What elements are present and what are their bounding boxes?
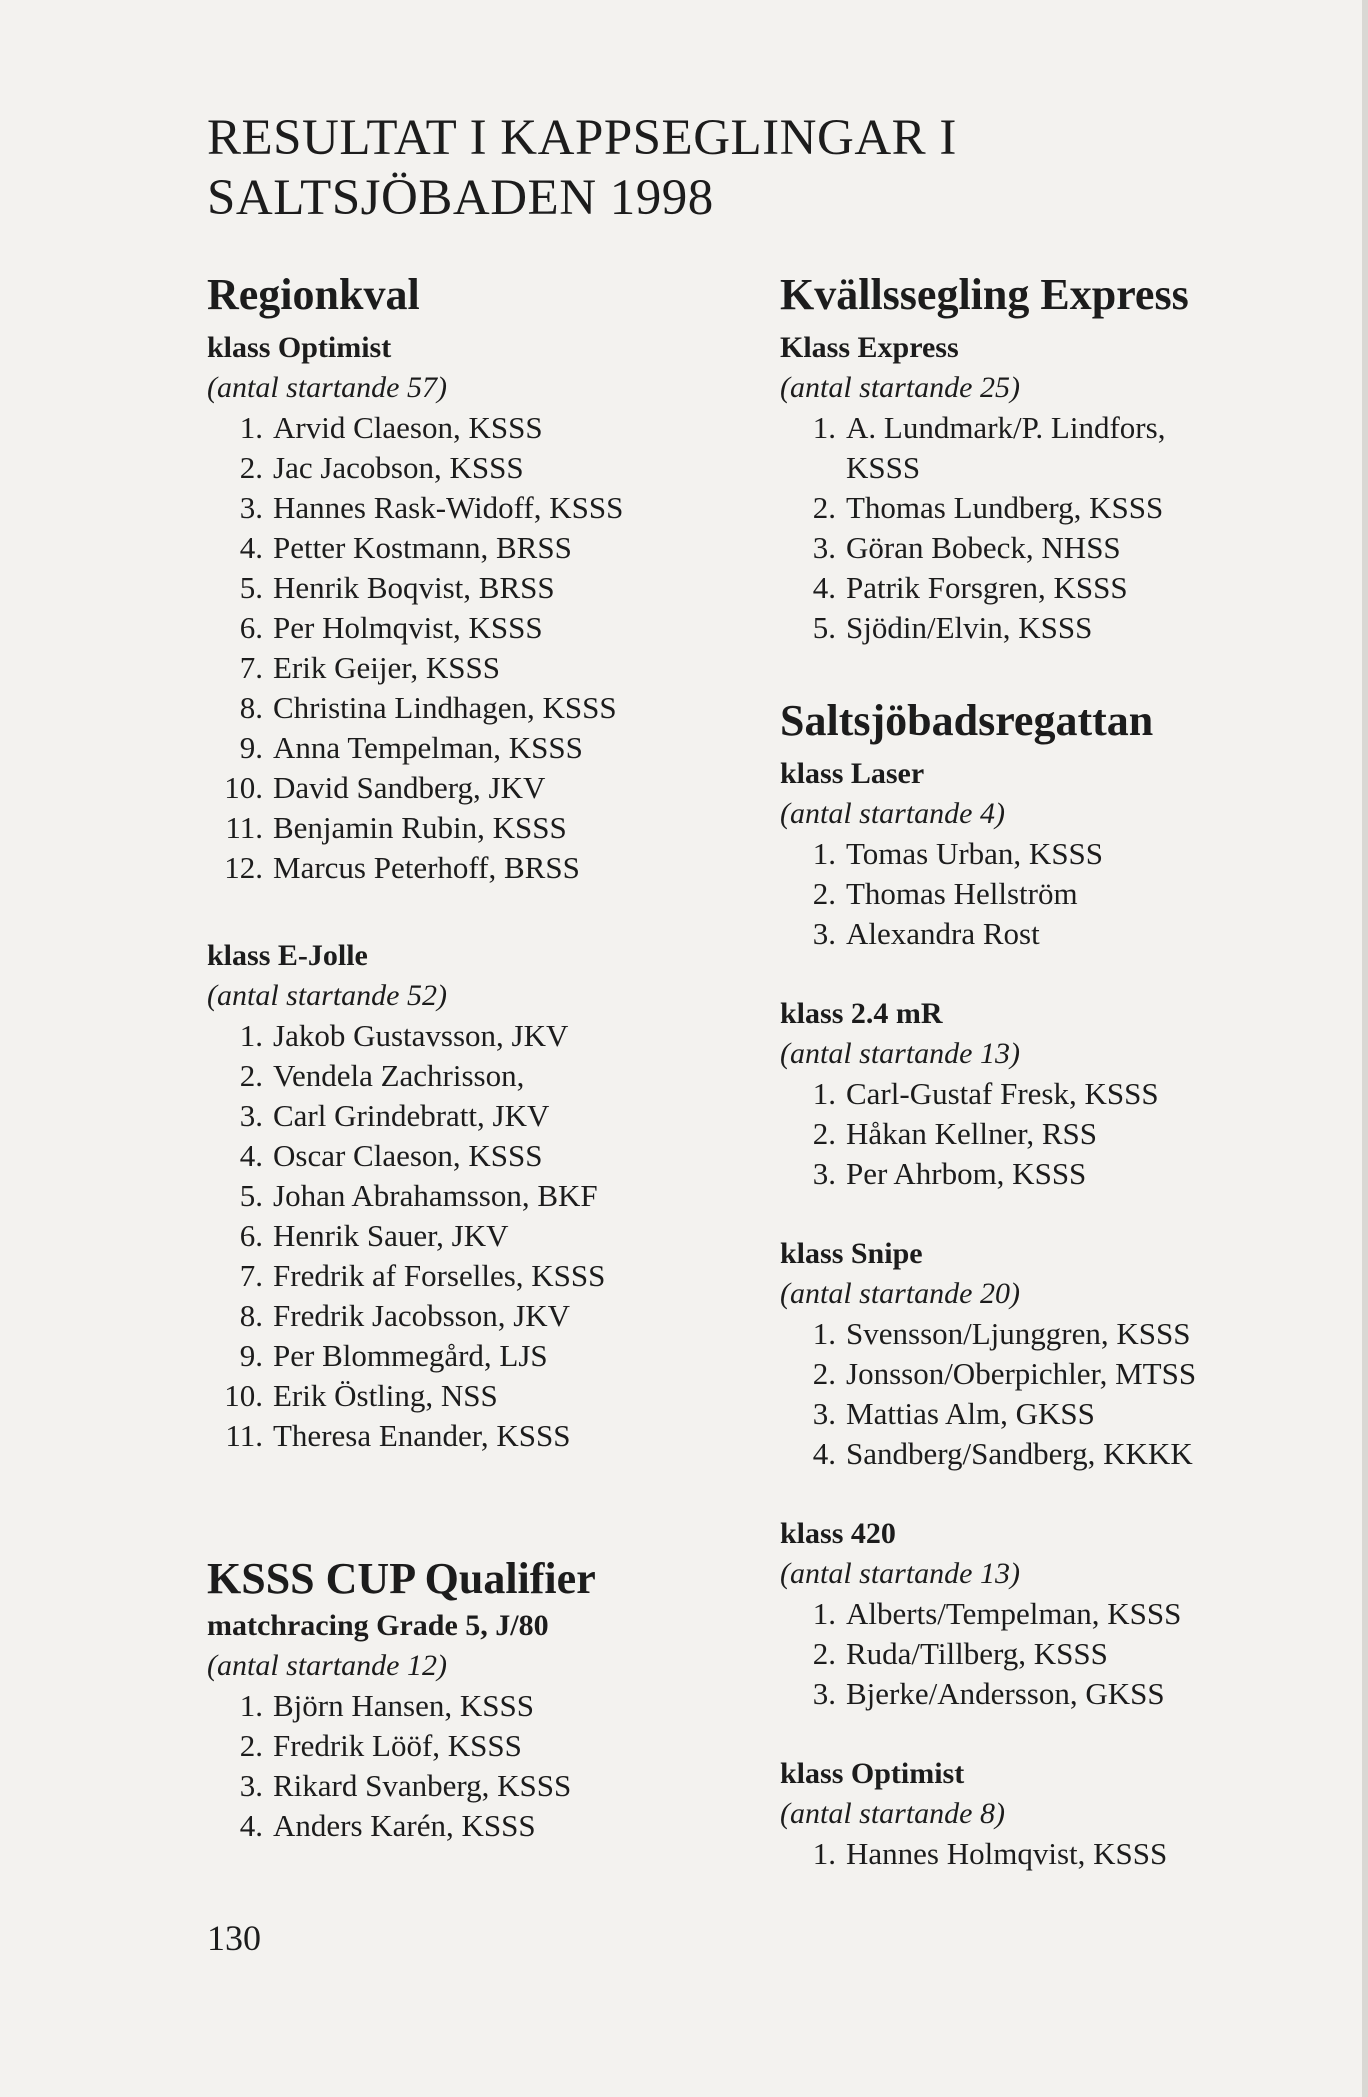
entrant-count: (antal startande 8) — [780, 1797, 1005, 1830]
result-item — [207, 1216, 807, 1256]
result-list — [780, 1834, 1340, 1874]
result-list — [780, 1314, 1340, 1474]
result-entry: Björn Hansen, KSSS — [273, 1688, 534, 1723]
result-item — [207, 808, 807, 848]
result-list — [780, 488, 1340, 648]
class-block-2-4-mr — [780, 994, 1340, 1194]
result-item — [207, 488, 807, 528]
result-rank: 5. — [239, 1178, 263, 1213]
result-entry: Göran Bobeck, NHSS — [846, 530, 1121, 565]
result-item — [207, 1686, 807, 1726]
result-item — [207, 1136, 807, 1176]
result-item — [207, 1056, 807, 1096]
result-entry: Fredrik af Forselles, KSSS — [273, 1258, 606, 1293]
result-entry: Bjerke/Andersson, GKSS — [846, 1676, 1165, 1711]
result-entry: Alexandra Rost — [846, 916, 1040, 951]
result-rank: 3. — [812, 916, 836, 951]
result-entry: Rikard Svanberg, KSSS — [273, 1768, 572, 1803]
result-rank: 1. — [812, 1316, 836, 1351]
result-entry: Mattias Alm, GKSS — [846, 1396, 1095, 1431]
result-rank: 11. — [225, 810, 263, 845]
result-rank: 6. — [239, 1218, 263, 1253]
result-rank: 9. — [239, 1338, 263, 1373]
right-column — [780, 268, 1340, 1874]
result-entry: Marcus Peterhoff, BRSS — [273, 850, 580, 885]
result-entry: Hannes Holmqvist, KSSS — [846, 1836, 1168, 1871]
result-rank: 3. — [812, 530, 836, 565]
result-entry: A. Lundmark/P. Lindfors, — [846, 410, 1166, 445]
result-entry-continuation: KSSS — [846, 450, 921, 485]
result-rank: 2. — [812, 1116, 836, 1151]
result-item — [207, 1016, 807, 1056]
section-saltsjobadsregattan — [780, 694, 1340, 1874]
result-entry: Fredrik Jacobsson, JKV — [273, 1298, 571, 1333]
result-item — [780, 1074, 1340, 1114]
result-entry: David Sandberg, JKV — [273, 770, 546, 805]
result-rank: 3. — [812, 1676, 836, 1711]
result-item — [780, 914, 1340, 954]
left-column — [207, 268, 807, 1846]
result-list — [780, 1594, 1340, 1714]
result-entry: Erik Geijer, KSSS — [273, 650, 500, 685]
result-item — [207, 1726, 807, 1766]
section-kvallssegling — [780, 268, 1340, 648]
result-entry: Vendela Zachrisson, — [273, 1058, 525, 1093]
result-item — [207, 408, 807, 448]
result-rank: 7. — [239, 1258, 263, 1293]
entrant-count: (antal startande 52) — [207, 979, 447, 1012]
result-rank: 1. — [812, 1076, 836, 1111]
result-rank: 1. — [239, 1688, 263, 1723]
result-entry: Per Ahrbom, KSSS — [846, 1156, 1087, 1191]
page-title-line-2: SALTSJÖBADEN 1998 — [207, 170, 714, 226]
result-rank: 5. — [812, 610, 836, 645]
result-item-continuation — [780, 448, 1340, 488]
result-entry: Christina Lindhagen, KSSS — [273, 690, 617, 725]
result-entry: Håkan Kellner, RSS — [846, 1116, 1098, 1151]
result-entry: Tomas Urban, KSSS — [846, 836, 1104, 871]
result-rank: 1. — [812, 1836, 836, 1871]
result-item — [207, 648, 807, 688]
result-rank: 9. — [239, 730, 263, 765]
result-entry: Patrik Forsgren, KSSS — [846, 570, 1128, 605]
result-item — [207, 1256, 807, 1296]
entrant-count: (antal startande 12) — [207, 1649, 447, 1682]
result-list — [207, 408, 807, 888]
result-entry: Theresa Enander, KSSS — [273, 1418, 571, 1453]
result-rank: 1. — [812, 410, 836, 445]
result-item — [780, 1354, 1340, 1394]
result-rank: 4. — [812, 570, 836, 605]
result-item — [207, 608, 807, 648]
page-edge — [1362, 0, 1368, 2097]
class-block-optimist — [207, 328, 807, 888]
class-label: matchracing Grade 5, J/80 — [207, 1609, 549, 1642]
result-rank: 3. — [812, 1156, 836, 1191]
result-item — [780, 1154, 1340, 1194]
result-entry: Ruda/Tillberg, KSSS — [846, 1636, 1108, 1671]
class-block-express — [780, 328, 1340, 648]
result-entry: Jac Jacobson, KSSS — [273, 450, 524, 485]
result-entry: Arvid Claeson, KSSS — [273, 410, 543, 445]
result-entry: Henrik Sauer, JKV — [273, 1218, 509, 1253]
section-heading: Kvällssegling Express — [780, 270, 1189, 319]
result-entry: Benjamin Rubin, KSSS — [273, 810, 567, 845]
result-item — [780, 834, 1340, 874]
result-entry: Jonsson/Oberpichler, MTSS — [846, 1356, 1197, 1391]
result-rank: 8. — [239, 1298, 263, 1333]
page-number: 130 — [207, 1918, 261, 1958]
result-rank: 4. — [812, 1436, 836, 1471]
result-rank: 1. — [239, 410, 263, 445]
entrant-count: (antal startande 13) — [780, 1557, 1020, 1590]
section-heading: Saltsjöbadsregattan — [780, 696, 1154, 745]
result-item — [207, 528, 807, 568]
result-rank: 2. — [812, 876, 836, 911]
class-block-optimist — [780, 1754, 1340, 1874]
result-entry: Svensson/Ljunggren, KSSS — [846, 1316, 1191, 1351]
result-item — [207, 1376, 807, 1416]
result-item — [780, 608, 1340, 648]
result-item — [207, 1766, 807, 1806]
result-item — [780, 408, 1340, 448]
class-label: klass Snipe — [780, 1237, 923, 1270]
result-entry: Erik Östling, NSS — [273, 1378, 498, 1413]
result-rank: 3. — [812, 1396, 836, 1431]
result-rank: 2. — [812, 1636, 836, 1671]
result-entry: Henrik Boqvist, BRSS — [273, 570, 555, 605]
result-entry: Oscar Claeson, KSSS — [273, 1138, 543, 1173]
result-item — [780, 1594, 1340, 1634]
result-rank: 8. — [239, 690, 263, 725]
class-label: klass E-Jolle — [207, 939, 368, 972]
result-item — [207, 728, 807, 768]
result-item — [207, 1096, 807, 1136]
result-item — [780, 568, 1340, 608]
result-item — [207, 1416, 807, 1456]
result-rank: 1. — [812, 1596, 836, 1631]
result-rank: 6. — [239, 610, 263, 645]
entrant-count: (antal startande 20) — [780, 1277, 1020, 1310]
class-block-laser — [780, 754, 1340, 954]
entrant-count: (antal startande 4) — [780, 797, 1005, 830]
class-block-420 — [780, 1514, 1340, 1714]
result-rank: 5. — [239, 570, 263, 605]
result-entry: Carl Grindebratt, JKV — [273, 1098, 550, 1133]
result-item — [780, 1314, 1340, 1354]
entrant-count: (antal startande 13) — [780, 1037, 1020, 1070]
section-heading: Regionkval — [207, 270, 420, 319]
result-entry: Carl-Gustaf Fresk, KSSS — [846, 1076, 1159, 1111]
result-item — [780, 1394, 1340, 1434]
result-item — [207, 568, 807, 608]
result-rank: 2. — [239, 1058, 263, 1093]
result-rank: 11. — [225, 1418, 263, 1453]
entrant-count: (antal startande 57) — [207, 371, 447, 404]
result-rank: 1. — [812, 836, 836, 871]
result-rank: 3. — [239, 1098, 263, 1133]
result-entry: Sandberg/Sandberg, KKKK — [846, 1436, 1193, 1471]
class-block-e-jolle — [207, 936, 807, 1456]
result-entry: Thomas Lundberg, KSSS — [846, 490, 1164, 525]
result-rank: 10. — [224, 770, 263, 805]
result-entry: Fredrik Lööf, KSSS — [273, 1728, 522, 1763]
result-item — [207, 1296, 807, 1336]
result-item — [780, 1834, 1340, 1874]
result-list — [780, 1074, 1340, 1194]
page-title-line-1: RESULTAT I KAPPSEGLINGAR I — [207, 110, 957, 166]
class-label: klass 2.4 mR — [780, 997, 943, 1030]
class-label: klass Laser — [780, 757, 925, 790]
result-rank: 2. — [812, 490, 836, 525]
result-list — [780, 408, 1340, 488]
result-rank: 2. — [239, 450, 263, 485]
result-rank: 4. — [239, 1808, 263, 1843]
result-list — [207, 1016, 807, 1456]
section-ksss-cup — [207, 1552, 807, 1846]
class-label: Klass Express — [780, 331, 959, 364]
result-entry: Anders Karén, KSSS — [273, 1808, 536, 1843]
result-item — [780, 528, 1340, 568]
result-entry: Sjödin/Elvin, KSSS — [846, 610, 1093, 645]
result-item — [207, 1176, 807, 1216]
section-regionkval — [207, 268, 807, 1456]
result-entry: Hannes Rask-Widoff, KSSS — [273, 490, 624, 525]
result-item — [207, 448, 807, 488]
entrant-count: (antal startande 25) — [780, 371, 1020, 404]
result-item — [780, 1634, 1340, 1674]
result-item — [780, 874, 1340, 914]
result-item — [207, 768, 807, 808]
result-rank: 3. — [239, 1768, 263, 1803]
result-item — [207, 1336, 807, 1376]
result-item — [780, 488, 1340, 528]
result-entry: Per Blommegård, LJS — [273, 1338, 548, 1373]
result-entry: Thomas Hellström — [846, 876, 1078, 911]
result-rank: 10. — [224, 1378, 263, 1413]
result-item — [207, 848, 807, 888]
result-rank: 4. — [239, 1138, 263, 1173]
class-label: klass Optimist — [207, 331, 392, 364]
result-item — [207, 1806, 807, 1846]
result-item — [780, 1674, 1340, 1714]
result-item — [207, 688, 807, 728]
result-item — [780, 1434, 1340, 1474]
page-title — [207, 108, 957, 228]
result-entry: Alberts/Tempelman, KSSS — [846, 1596, 1182, 1631]
result-rank: 4. — [239, 530, 263, 565]
section-heading: KSSS CUP Qualifier — [207, 1554, 596, 1603]
result-rank: 2. — [239, 1728, 263, 1763]
result-rank: 2. — [812, 1356, 836, 1391]
result-entry: Johan Abrahamsson, BKF — [273, 1178, 598, 1213]
result-entry: Jakob Gustavsson, JKV — [273, 1018, 569, 1053]
result-rank: 12. — [224, 850, 263, 885]
result-entry: Per Holmqvist, KSSS — [273, 610, 543, 645]
result-entry: Anna Tempelman, KSSS — [273, 730, 583, 765]
class-label: klass 420 — [780, 1517, 896, 1550]
result-item — [780, 1114, 1340, 1154]
result-list — [780, 834, 1340, 954]
class-block-snipe — [780, 1234, 1340, 1474]
result-rank: 7. — [239, 650, 263, 685]
result-rank: 3. — [239, 490, 263, 525]
result-entry: Petter Kostmann, BRSS — [273, 530, 572, 565]
result-rank: 1. — [239, 1018, 263, 1053]
result-list — [207, 1686, 807, 1846]
class-label: klass Optimist — [780, 1757, 965, 1790]
